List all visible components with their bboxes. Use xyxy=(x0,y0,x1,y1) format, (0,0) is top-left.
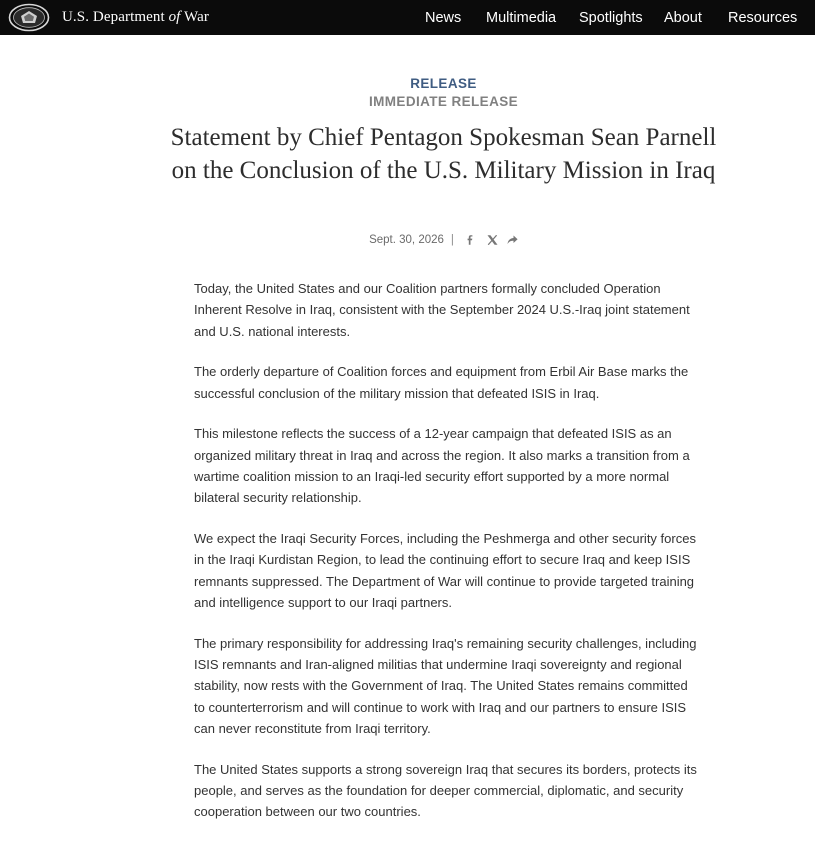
publish-date: Sept. 30, 2026 xyxy=(369,234,444,246)
brand-link[interactable] xyxy=(8,0,209,35)
x-icon[interactable] xyxy=(487,235,498,245)
brand-name xyxy=(62,9,209,26)
top-navigation-bar xyxy=(0,0,815,35)
meta-separator: | xyxy=(450,234,454,246)
article-meta xyxy=(0,234,815,246)
paragraph: We expect the Iraqi Security Forces, including the Peshmerga and other security forces in the Iraqi Kurdistan Region, to lead the continuing effort to secure Iraq and keep ISIS remnants suppressed. The Department of War will continue to provide targeted training and intelligence support to our Iraqi partners. xyxy=(194,531,696,611)
article-title: Statement by Chief Pentagon Spokesman Sean Parnell on the Conclusion of the U.S. Military Mission in Iraq xyxy=(170,124,717,184)
release-category[interactable]: RELEASE xyxy=(410,76,477,91)
paragraph: Today, the United States and our Coalition partners formally concluded Operation Inherent Resolve in Iraq, consistent with the September 2024 U.S.-Iraq joint statement and U.S. national interests. xyxy=(194,281,690,339)
article-body xyxy=(194,278,699,842)
brand-of: of xyxy=(168,9,181,25)
paragraph: The United States supports a strong sovereign Iraq that secures its borders, protects its people, and serves as the foundation for deeper commercial, diplomatic, and security cooperation between our two countries. xyxy=(194,761,697,820)
release-type: IMMEDIATE RELEASE xyxy=(368,94,519,109)
brand-prefix: U.S. Department xyxy=(62,9,169,25)
share-icon[interactable] xyxy=(507,235,518,245)
nav-spotlights[interactable]: Spotlights xyxy=(579,9,643,26)
paragraph: The orderly departure of Coalition forces and equipment from Erbil Air Base marks the successful conclusion of the military mission that defeated ISIS in Iraq. xyxy=(194,364,689,401)
facebook-icon[interactable] xyxy=(465,235,475,245)
pentagon-seal-icon xyxy=(8,3,50,32)
paragraph: This milestone reflects the success of a 12-year campaign that defeated ISIS as an organized military threat in Iraq and across the region. It also marks a transition from a wartime coalition mission to an Iraqi-led security effort supported by a more normal bilateral security relationship. xyxy=(194,426,690,506)
nav-news[interactable]: News xyxy=(425,9,462,26)
brand-suffix: War xyxy=(180,9,209,25)
nav-resources[interactable]: Resources xyxy=(728,9,798,26)
paragraph: The primary responsibility for addressing Iraq's remaining security challenges, including ISIS remnants and Iran-aligned militias that undermine Iraqi sovereignty and regional stability, now rests with the Government of Iraq. The United States remains committed to counterterrorism and will continue to work with Iraq and our partners to ensure ISIS can never reconstitute from Iraqi territory. xyxy=(194,635,697,737)
nav-multimedia[interactable]: Multimedia xyxy=(486,9,557,26)
nav-about[interactable]: About xyxy=(664,9,702,26)
